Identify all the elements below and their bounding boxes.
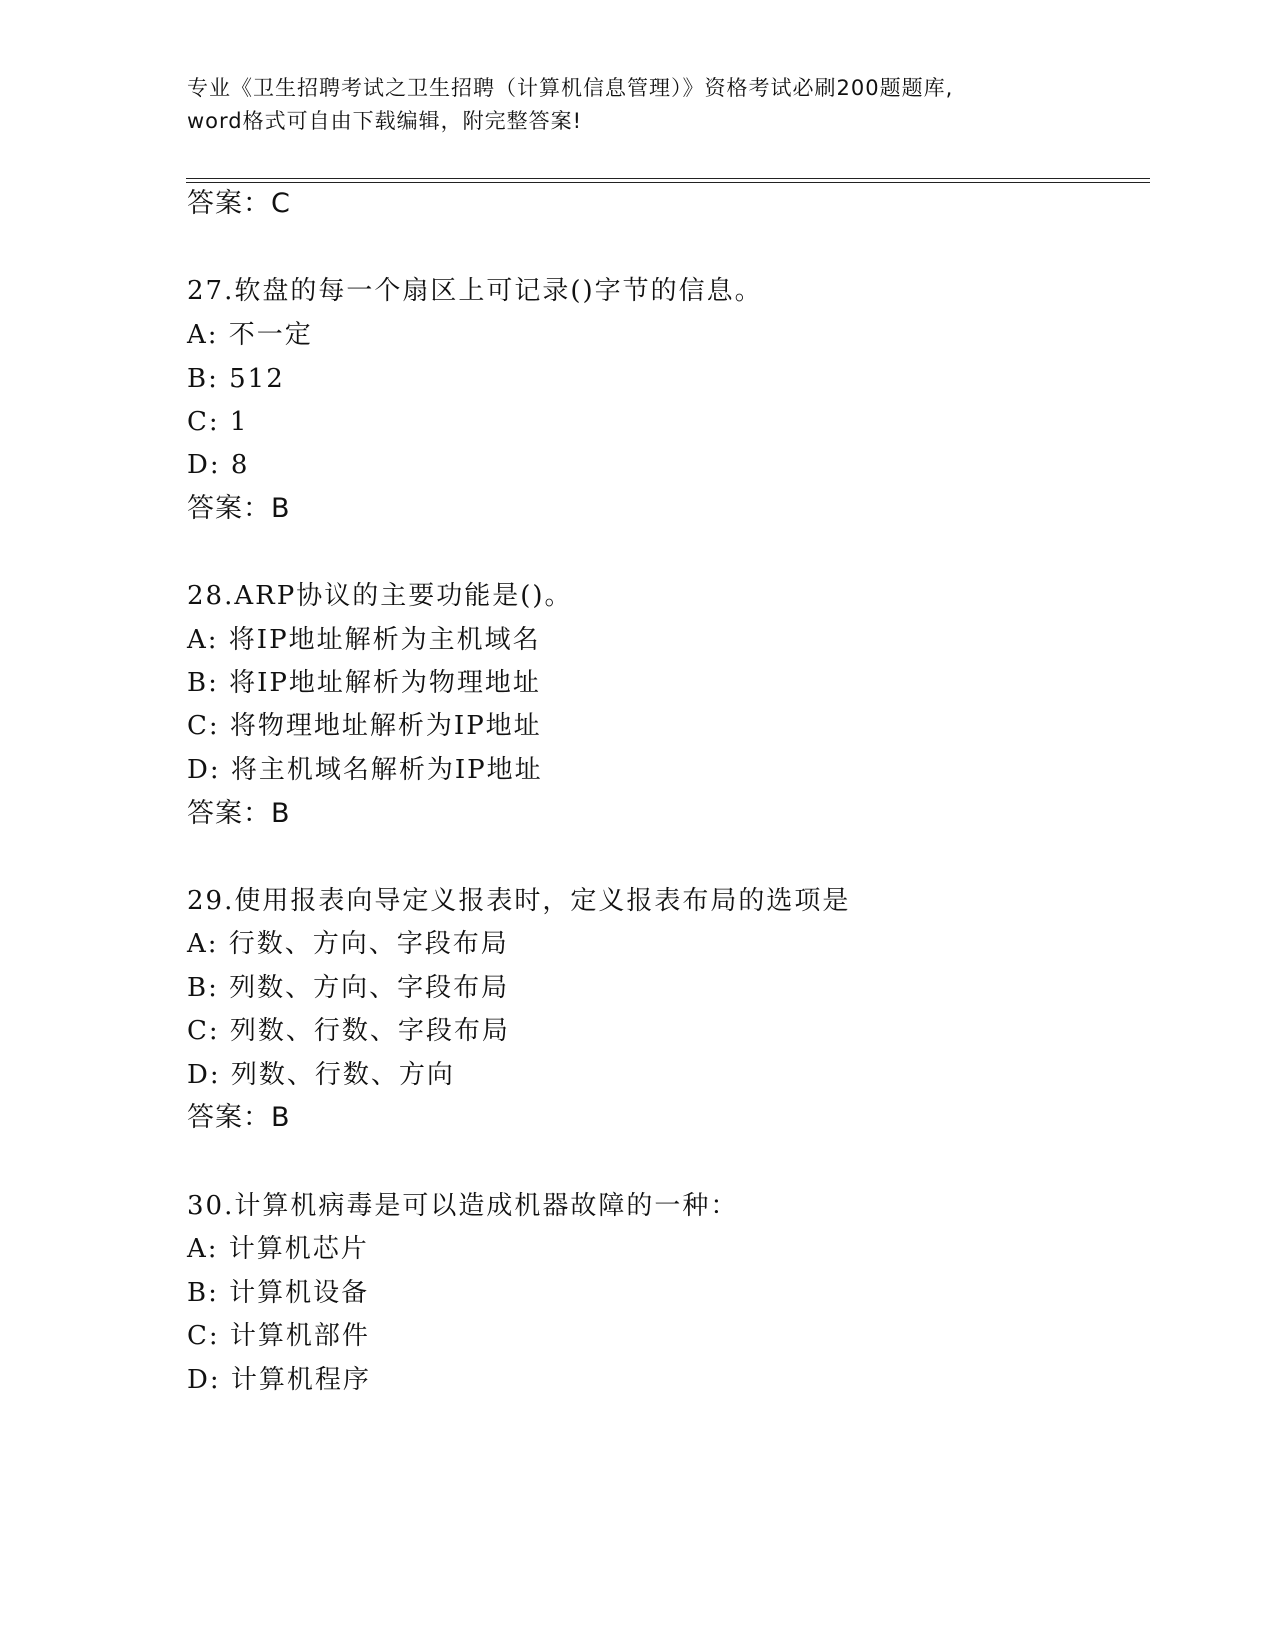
question-30-option-a: A: 计算机芯片	[187, 1234, 369, 1264]
question-28-option-b: B: 将IP地址解析为物理地址	[187, 668, 541, 698]
question-29-stem: 29.使用报表向导定义报表时，定义报表布局的选项是	[187, 886, 851, 916]
question-28-option-d: D: 将主机域名解析为IP地址	[187, 755, 543, 785]
question-27-option-a: A: 不一定	[187, 320, 313, 350]
question-28-option-c: C: 将物理地址解析为IP地址	[187, 711, 542, 741]
question-29-option-c: C: 列数、行数、字段布局	[187, 1016, 510, 1046]
question-27-option-d: D: 8	[187, 450, 250, 480]
previous-answer: 答案：C	[187, 188, 291, 219]
question-30-option-b: B: 计算机设备	[187, 1278, 370, 1308]
question-28-answer: 答案：B	[187, 798, 291, 829]
question-30-option-d: D: 计算机程序	[187, 1365, 371, 1395]
question-29-option-b: B: 列数、方向、字段布局	[187, 973, 510, 1003]
question-28-stem: 28.ARP协议的主要功能是()。	[187, 581, 573, 611]
question-27-option-b: B: 512	[187, 364, 285, 394]
question-30-option-c: C: 计算机部件	[187, 1321, 370, 1351]
question-27-answer: 答案：B	[187, 493, 291, 524]
question-27-stem: 27.软盘的每一个扇区上可记录()字节的信息。	[187, 276, 763, 306]
question-29-option-d: D: 列数、行数、方向	[187, 1060, 455, 1090]
question-29-option-a: A: 行数、方向、字段布局	[187, 929, 509, 959]
question-28-option-a: A: 将IP地址解析为主机域名	[187, 625, 541, 655]
question-30-stem: 30.计算机病毒是可以造成机器故障的一种：	[187, 1191, 739, 1221]
document-header	[187, 72, 1087, 138]
question-29-answer: 答案：B	[187, 1102, 291, 1133]
header-divider-top	[186, 178, 1150, 179]
question-27-option-c: C: 1	[187, 407, 249, 437]
header-line-2: word格式可自由下载编辑，附完整答案!	[187, 109, 583, 133]
header-divider-bottom	[186, 182, 1150, 183]
header-line-1: 专业《卫生招聘考试之卫生招聘（计算机信息管理）》资格考试必刷200题题库,	[187, 76, 954, 100]
